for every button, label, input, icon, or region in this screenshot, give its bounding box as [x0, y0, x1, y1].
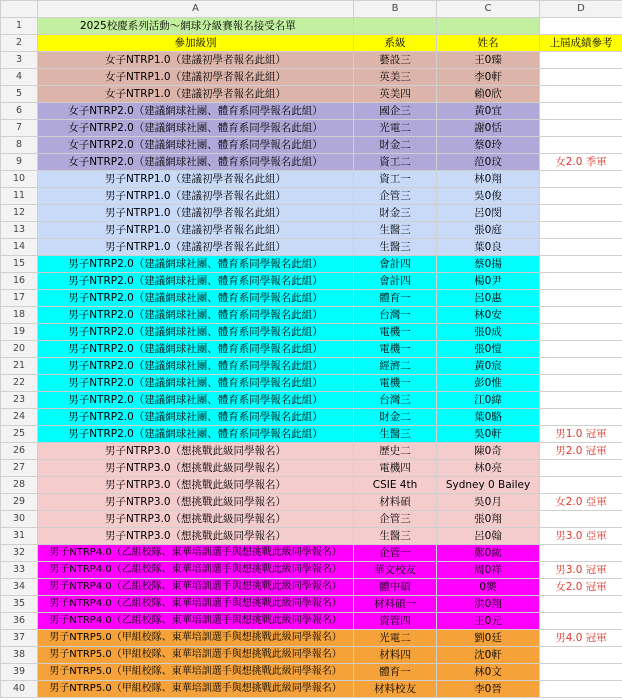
cell-result[interactable] [540, 392, 622, 409]
cell-name[interactable]: 李0軒 [437, 69, 540, 86]
row-number[interactable]: 9 [1, 154, 38, 171]
row-number[interactable]: 34 [1, 579, 38, 596]
cell-result[interactable] [540, 86, 622, 103]
cell-department[interactable]: 系級 [354, 35, 437, 52]
cell-result[interactable] [540, 613, 622, 630]
cell-level[interactable]: 男子NTRP2.0（建議網球社團、體育系同學報名此組） [38, 256, 354, 273]
row-number[interactable]: 12 [1, 205, 38, 222]
cell-name[interactable]: 李0晉 [437, 681, 540, 698]
row-number[interactable]: 5 [1, 86, 38, 103]
table-row [1, 494, 622, 511]
row-number[interactable]: 2 [1, 35, 38, 52]
cell-result[interactable] [540, 511, 622, 528]
table-row [1, 460, 622, 477]
cell-department[interactable]: 電機一 [354, 324, 437, 341]
cell-name[interactable]: 王0元 [437, 613, 540, 630]
cell-department[interactable]: 會計四 [354, 256, 437, 273]
table-row [1, 409, 622, 426]
table-row [1, 273, 622, 290]
cell-department[interactable]: 財金三 [354, 205, 437, 222]
cell-result[interactable] [540, 664, 622, 681]
table-row [1, 579, 622, 596]
cell-name[interactable]: 劉0廷 [437, 630, 540, 647]
cell-level[interactable]: 參加級別 [38, 35, 354, 52]
row-number[interactable]: 30 [1, 511, 38, 528]
cell-department[interactable]: 企管三 [354, 188, 437, 205]
table-row [1, 86, 622, 103]
row-number[interactable]: 27 [1, 460, 38, 477]
cell-name[interactable]: 謝0恬 [437, 120, 540, 137]
table-row [1, 477, 622, 494]
cell-name[interactable]: 張0翔 [437, 511, 540, 528]
table-row [1, 290, 622, 307]
row-number[interactable]: 6 [1, 103, 38, 120]
table-row [1, 545, 622, 562]
sheet-body [1, 18, 622, 698]
cell-department[interactable]: 華文校友 [354, 562, 437, 579]
cell-result[interactable]: 男1.0 冠軍 [540, 426, 622, 443]
cell-name[interactable]: 葉0良 [437, 239, 540, 256]
row-number[interactable]: 15 [1, 256, 38, 273]
cell-name[interactable]: 洪0翔 [437, 596, 540, 613]
row-number[interactable]: 22 [1, 375, 38, 392]
cell-level[interactable]: 男子NTRP4.0（乙組校隊、東華培訓選手與想挑戰此級同學報名） [38, 562, 354, 579]
row-number[interactable]: 37 [1, 630, 38, 647]
cell-level[interactable]: 男子NTRP2.0（建議網球社團、體育系同學報名此組） [38, 358, 354, 375]
cell-level[interactable]: 女子NTRP1.0（建議初學者報名此組） [38, 86, 354, 103]
row-number[interactable]: 10 [1, 171, 38, 188]
cell-name[interactable]: 彭0惟 [437, 375, 540, 392]
column-header-b[interactable]: B [354, 1, 437, 18]
cell-result[interactable] [540, 137, 622, 154]
cell-name[interactable]: 蔡0玲 [437, 137, 540, 154]
cell-name[interactable]: 呂0惠 [437, 290, 540, 307]
table-row [1, 205, 622, 222]
cell-result[interactable] [540, 103, 622, 120]
row-number[interactable]: 16 [1, 273, 38, 290]
cell-level[interactable]: 男子NTRP2.0（建議網球社團、體育系同學報名此組） [38, 290, 354, 307]
table-row [1, 69, 622, 86]
row-number[interactable]: 24 [1, 409, 38, 426]
cell-department[interactable]: 生醫三 [354, 222, 437, 239]
table-row [1, 35, 622, 52]
cell-level[interactable]: 女子NTRP2.0（建議網球社團、體育系同學報名此組） [38, 120, 354, 137]
cell-level[interactable]: 男子NTRP3.0（想挑戰此級同學報名） [38, 528, 354, 545]
cell-department[interactable]: 台灣一 [354, 307, 437, 324]
cell-result[interactable] [540, 290, 622, 307]
cell-level[interactable]: 女子NTRP2.0（建議網球社團、體育系同學報名此組） [38, 137, 354, 154]
row-number[interactable]: 39 [1, 664, 38, 681]
table-row [1, 511, 622, 528]
cell-level[interactable]: 男子NTRP2.0（建議網球社團、體育系同學報名此組） [38, 409, 354, 426]
cell-level[interactable]: 男子NTRP2.0（建議網球社團、體育系同學報名此組） [38, 324, 354, 341]
cell-level[interactable]: 男子NTRP5.0（甲組校隊、東華培訓選手與想挑戰此級同學報名） [38, 681, 354, 698]
table-row [1, 239, 622, 256]
cell-name[interactable]: 黃0宜 [437, 103, 540, 120]
table-row [1, 188, 622, 205]
cell-result[interactable] [540, 324, 622, 341]
cell-result[interactable] [540, 307, 622, 324]
cell-result[interactable] [540, 205, 622, 222]
table-row [1, 562, 622, 579]
cell-department[interactable]: 生醫三 [354, 528, 437, 545]
cell-level[interactable]: 男子NTRP4.0（乙組校隊、東華培訓選手與想挑戰此級同學報名） [38, 579, 354, 596]
cell-result[interactable] [540, 647, 622, 664]
table-row [1, 18, 622, 35]
row-number[interactable]: 1 [1, 18, 38, 35]
cell-name[interactable]: 0樂 [437, 579, 540, 596]
cell-name[interactable]: 蔡0揚 [437, 256, 540, 273]
cell-department[interactable]: 生醫三 [354, 426, 437, 443]
cell-result[interactable] [540, 18, 622, 35]
cell-name[interactable]: 江0緯 [437, 392, 540, 409]
row-number[interactable]: 40 [1, 681, 38, 698]
cell-level[interactable]: 男子NTRP2.0（建議網球社團、體育系同學報名此組） [38, 341, 354, 358]
cell-name[interactable]: 賴0欣 [437, 86, 540, 103]
table-row [1, 358, 622, 375]
cell-name[interactable]: 王0臻 [437, 52, 540, 69]
cell-result[interactable] [540, 52, 622, 69]
row-number[interactable]: 21 [1, 358, 38, 375]
cell-department[interactable]: 英美三 [354, 69, 437, 86]
cell-name[interactable]: 陳0奇 [437, 443, 540, 460]
row-number[interactable]: 32 [1, 545, 38, 562]
cell-result[interactable]: 男3.0 亞軍 [540, 528, 622, 545]
cell-result[interactable] [540, 596, 622, 613]
cell-result[interactable]: 女2.0 季軍 [540, 154, 622, 171]
cell-department[interactable]: 電機一 [354, 375, 437, 392]
row-number[interactable]: 8 [1, 137, 38, 154]
cell-name[interactable]: 張0愷 [437, 341, 540, 358]
table-row [1, 324, 622, 341]
cell-department[interactable]: 資工一 [354, 171, 437, 188]
table-row [1, 426, 622, 443]
table-row [1, 443, 622, 460]
table-row [1, 341, 622, 358]
cell-result[interactable]: 女2.0 亞軍 [540, 494, 622, 511]
table-row [1, 630, 622, 647]
cell-result[interactable] [540, 256, 622, 273]
cell-result[interactable] [540, 171, 622, 188]
cell-level[interactable]: 男子NTRP2.0（建議網球社團、體育系同學報名此組） [38, 273, 354, 290]
cell-result[interactable] [540, 69, 622, 86]
row-number[interactable]: 7 [1, 120, 38, 137]
cell-level[interactable]: 男子NTRP3.0（想挑戰此級同學報名） [38, 460, 354, 477]
table-row [1, 392, 622, 409]
cell-level[interactable]: 男子NTRP1.0（建議初學者報名此組） [38, 239, 354, 256]
cell-level[interactable]: 男子NTRP1.0（建議初學者報名此組） [38, 188, 354, 205]
cell-name[interactable]: 張0庭 [437, 222, 540, 239]
cell-department[interactable]: 電機四 [354, 460, 437, 477]
cell-result[interactable] [540, 409, 622, 426]
table-row [1, 256, 622, 273]
table-row [1, 647, 622, 664]
cell-department[interactable]: 企管三 [354, 511, 437, 528]
cell-name[interactable]: 林0安 [437, 307, 540, 324]
cell-level[interactable]: 女子NTRP1.0（建議初學者報名此組） [38, 52, 354, 69]
table-row [1, 664, 622, 681]
row-number[interactable]: 31 [1, 528, 38, 545]
row-number[interactable]: 36 [1, 613, 38, 630]
table-row [1, 222, 622, 239]
cell-department[interactable]: 財金二 [354, 409, 437, 426]
row-number[interactable]: 11 [1, 188, 38, 205]
cell-result[interactable] [540, 375, 622, 392]
cell-department[interactable]: 生醫三 [354, 239, 437, 256]
cell-result[interactable] [540, 188, 622, 205]
cell-department[interactable]: 英美四 [354, 86, 437, 103]
cell-result[interactable]: 男3.0 冠軍 [540, 562, 622, 579]
row-number[interactable]: 17 [1, 290, 38, 307]
cell-department[interactable]: 材料碩一 [354, 596, 437, 613]
cell-name[interactable]: 林0亮 [437, 460, 540, 477]
cell-level[interactable]: 男子NTRP4.0（乙組校隊、東華培訓選手與想挑戰此級同學報名） [38, 596, 354, 613]
cell-name[interactable]: 張0成 [437, 324, 540, 341]
cell-name[interactable]: 吳0俊 [437, 188, 540, 205]
row-number[interactable]: 3 [1, 52, 38, 69]
cell-result[interactable] [540, 545, 622, 562]
cell-name[interactable]: 葉0駱 [437, 409, 540, 426]
row-number[interactable]: 18 [1, 307, 38, 324]
cell-level[interactable]: 男子NTRP4.0（乙組校隊、東華培訓選手與想挑戰此級同學報名） [38, 545, 354, 562]
cell-level[interactable]: 女子NTRP2.0（建議網球社團、體育系同學報名此組） [38, 154, 354, 171]
cell-department[interactable]: 材料四 [354, 647, 437, 664]
cell-department[interactable]: CSIE 4th [354, 477, 437, 494]
cell-department[interactable]: 台灣三 [354, 392, 437, 409]
cell-department[interactable]: 體中碩 [354, 579, 437, 596]
cell-department[interactable]: 資管四 [354, 613, 437, 630]
cell-result[interactable] [540, 341, 622, 358]
cell-result[interactable] [540, 273, 622, 290]
cell-result[interactable]: 上屆成績參考 [540, 35, 622, 52]
column-header-row [1, 1, 622, 18]
cell-level[interactable]: 男子NTRP2.0（建議網球社團、體育系同學報名此組） [38, 307, 354, 324]
select-all-corner[interactable] [1, 1, 38, 18]
row-number[interactable]: 38 [1, 647, 38, 664]
cell-name[interactable]: 林0翔 [437, 171, 540, 188]
row-number[interactable]: 26 [1, 443, 38, 460]
cell-department[interactable]: 材料校友 [354, 681, 437, 698]
cell-result[interactable] [540, 239, 622, 256]
cell-level[interactable]: 男子NTRP2.0（建議網球社團、體育系同學報名此組） [38, 392, 354, 409]
column-header-c[interactable]: C [437, 1, 540, 18]
cell-level[interactable]: 2025校慶系列活動～網球分級賽報名接受名單 [38, 18, 354, 35]
cell-department[interactable]: 會計四 [354, 273, 437, 290]
row-number[interactable]: 19 [1, 324, 38, 341]
table-row [1, 528, 622, 545]
row-number[interactable]: 25 [1, 426, 38, 443]
cell-level[interactable]: 男子NTRP1.0（建議初學者報名此組） [38, 171, 354, 188]
cell-level[interactable]: 男子NTRP2.0（建議網球社團、體育系同學報名此組） [38, 426, 354, 443]
cell-name[interactable]: 黃0宸 [437, 358, 540, 375]
cell-level[interactable]: 女子NTRP2.0（建議網球社團、體育系同學報名此組） [38, 103, 354, 120]
cell-result[interactable] [540, 477, 622, 494]
row-number[interactable]: 33 [1, 562, 38, 579]
cell-name[interactable]: 沈0軒 [437, 647, 540, 664]
cell-department[interactable]: 經濟二 [354, 358, 437, 375]
cell-level[interactable]: 男子NTRP5.0（甲組校隊、東華培訓選手與想挑戰此級同學報名） [38, 647, 354, 664]
column-header-a[interactable]: A [38, 1, 354, 18]
cell-level[interactable]: 男子NTRP3.0（想挑戰此級同學報名） [38, 477, 354, 494]
cell-level[interactable]: 男子NTRP2.0（建議網球社團、體育系同學報名此組） [38, 375, 354, 392]
table-row [1, 137, 622, 154]
cell-department[interactable]: 光電二 [354, 120, 437, 137]
cell-result[interactable] [540, 681, 622, 698]
cell-result[interactable] [540, 120, 622, 137]
cell-department[interactable]: 藝設三 [354, 52, 437, 69]
row-number[interactable]: 23 [1, 392, 38, 409]
cell-result[interactable]: 男4.0 冠軍 [540, 630, 622, 647]
table-row [1, 103, 622, 120]
cell-department[interactable]: 材料碩 [354, 494, 437, 511]
cell-level[interactable]: 男子NTRP5.0（甲組校隊、東華培訓選手與想挑戰此級同學報名） [38, 664, 354, 681]
cell-name[interactable]: 姓名 [437, 35, 540, 52]
cell-name[interactable]: 吳0軒 [437, 426, 540, 443]
table-row [1, 681, 622, 698]
cell-level[interactable]: 男子NTRP3.0（想挑戰此級同學報名） [38, 494, 354, 511]
row-number[interactable]: 4 [1, 69, 38, 86]
cell-department[interactable]: 財金二 [354, 137, 437, 154]
table-row [1, 613, 622, 630]
cell-result[interactable] [540, 222, 622, 239]
row-number[interactable]: 28 [1, 477, 38, 494]
cell-name[interactable]: 楊0尹 [437, 273, 540, 290]
cell-name[interactable]: 周0祥 [437, 562, 540, 579]
cell-result[interactable] [540, 460, 622, 477]
cell-department[interactable]: 體育一 [354, 664, 437, 681]
table-row [1, 52, 622, 69]
column-header-d[interactable]: D [540, 1, 622, 18]
cell-result[interactable]: 女2.0 冠軍 [540, 579, 622, 596]
table-row [1, 375, 622, 392]
row-number[interactable]: 13 [1, 222, 38, 239]
row-number[interactable]: 35 [1, 596, 38, 613]
cell-department[interactable]: 企管一 [354, 545, 437, 562]
cell-level[interactable]: 男子NTRP5.0（甲組校隊、東華培訓選手與想挑戰此級同學報名） [38, 630, 354, 647]
row-number[interactable]: 29 [1, 494, 38, 511]
row-number[interactable]: 14 [1, 239, 38, 256]
cell-department[interactable]: 體育一 [354, 290, 437, 307]
cell-department[interactable] [354, 18, 437, 35]
table-row [1, 154, 622, 171]
table-row [1, 171, 622, 188]
table-row [1, 307, 622, 324]
cell-level[interactable]: 男子NTRP4.0（乙組校隊、東華培訓選手與想挑戰此級同學報名） [38, 613, 354, 630]
row-number[interactable]: 20 [1, 341, 38, 358]
cell-level[interactable]: 男子NTRP1.0（建議初學者報名此組） [38, 205, 354, 222]
cell-level[interactable]: 男子NTRP1.0（建議初學者報名此組） [38, 222, 354, 239]
cell-level[interactable]: 女子NTRP1.0（建議初學者報名此組） [38, 69, 354, 86]
cell-name[interactable]: 林0文 [437, 664, 540, 681]
cell-name[interactable]: 范0玟 [437, 154, 540, 171]
cell-name[interactable]: 吳0月 [437, 494, 540, 511]
cell-name[interactable] [437, 18, 540, 35]
cell-level[interactable]: 男子NTRP3.0（想挑戰此級同學報名） [38, 511, 354, 528]
cell-department[interactable]: 電機一 [354, 341, 437, 358]
cell-department[interactable]: 光電二 [354, 630, 437, 647]
cell-department[interactable]: 資工二 [354, 154, 437, 171]
cell-name[interactable]: 呂0閔 [437, 205, 540, 222]
cell-result[interactable]: 男2.0 冠軍 [540, 443, 622, 460]
table-row [1, 596, 622, 613]
cell-name[interactable]: 鄭0紘 [437, 545, 540, 562]
cell-name[interactable]: 呂0翰 [437, 528, 540, 545]
cell-department[interactable]: 歷史二 [354, 443, 437, 460]
cell-level[interactable]: 男子NTRP3.0（想挑戰此級同學報名） [38, 443, 354, 460]
cell-department[interactable]: 國企三 [354, 103, 437, 120]
cell-result[interactable] [540, 358, 622, 375]
table-row [1, 120, 622, 137]
cell-name[interactable]: Sydney 0 Bailey [437, 477, 540, 494]
